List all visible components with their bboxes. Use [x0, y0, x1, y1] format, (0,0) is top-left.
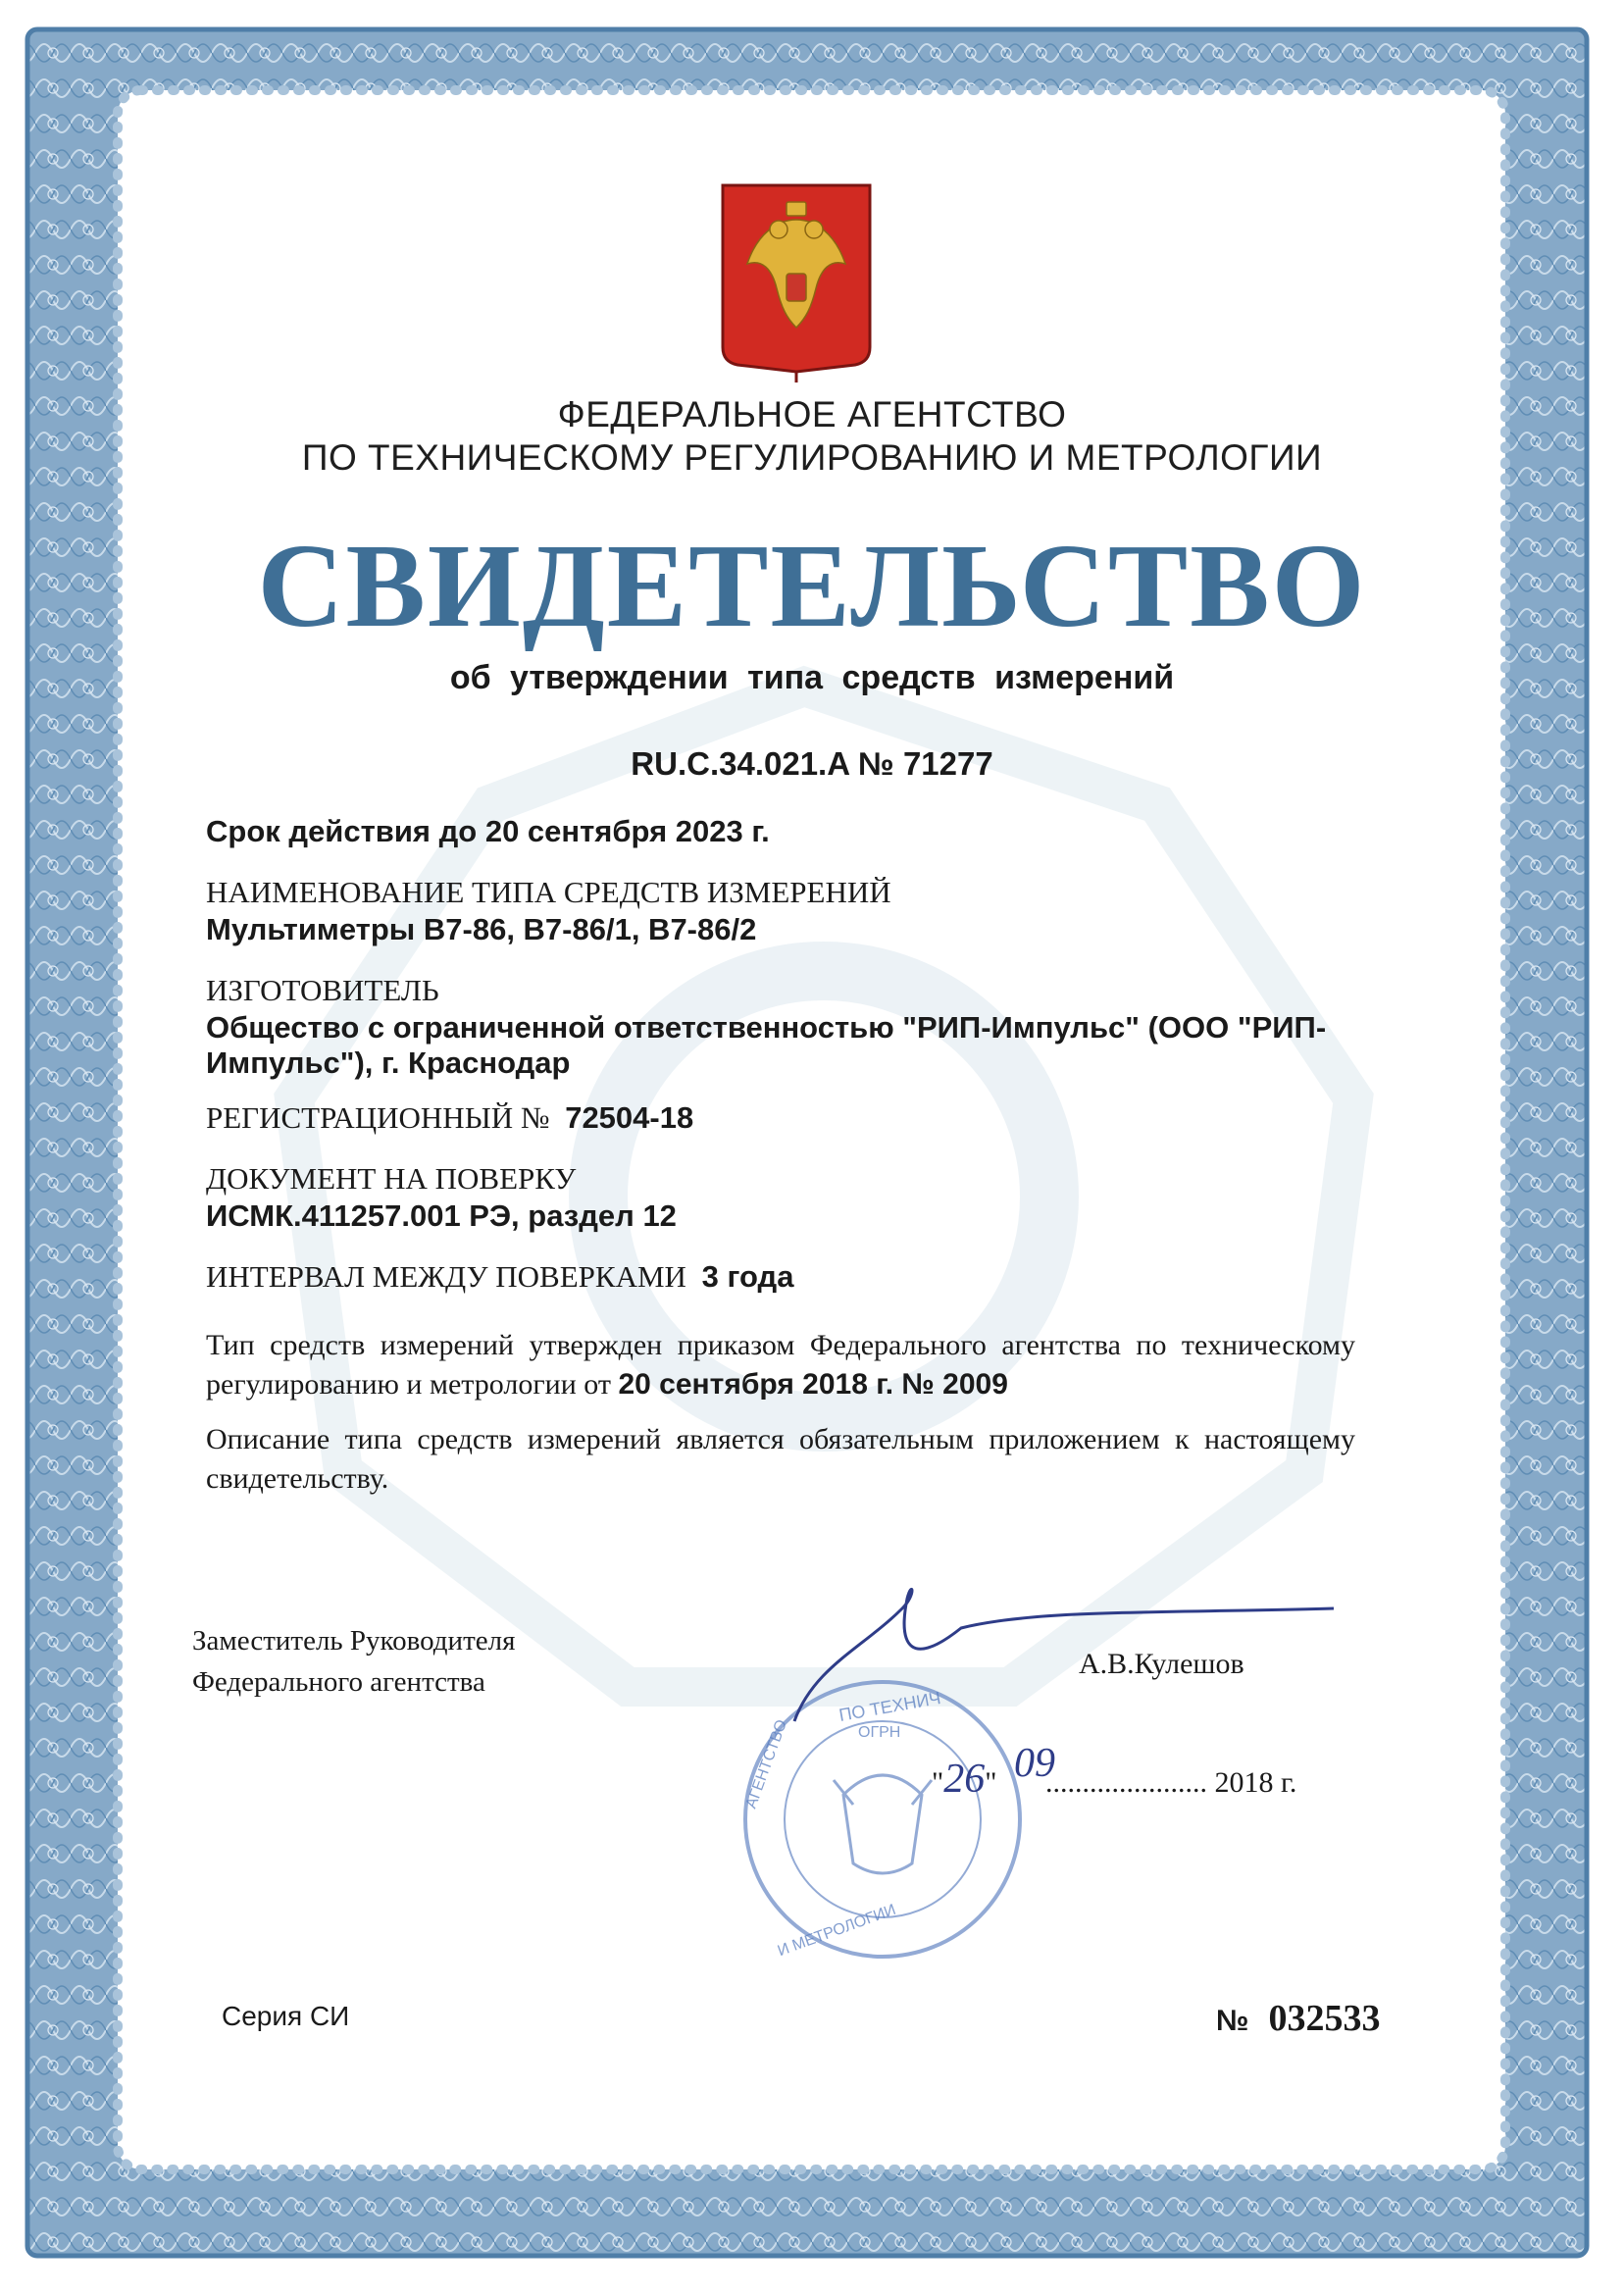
registration-label: РЕГИСТРАЦИОННЫЙ № [206, 1100, 550, 1135]
agency-line-1: ФЕДЕРАЛЬНОЕ АГЕНТСТВО [557, 394, 1067, 434]
date-dots: ...................... [1045, 1766, 1207, 1799]
signatory-position [192, 1620, 515, 1703]
type-label: НАИМЕНОВАНИЕ ТИПА СРЕДСТВ ИЗМЕРЕНИЙ [206, 875, 891, 909]
date-day: 26 [943, 1757, 986, 1802]
stamp-text-top: ПО ТЕХНИЧ [837, 1688, 942, 1725]
registration-value: 72504-18 [565, 1100, 694, 1135]
manufacturer-value-line-1: Общество с ограниченной ответственностью "РИП-Импульс" (ООО "РИП- [206, 1010, 1327, 1045]
type-value: Мультиметры В7-86, В7-86/1, В7-86/2 [206, 912, 757, 946]
interval-label: ИНТЕРВАЛ МЕЖДУ ПОВЕРКАМИ [206, 1259, 686, 1294]
agency-line-2: ПО ТЕХНИЧЕСКОМУ РЕГУЛИРОВАНИЮ И МЕТРОЛОГИИ [301, 437, 1323, 478]
signatory-name: А.В.Кулешов [1079, 1648, 1244, 1680]
certificate-number: RU.C.34.021.A № 71277 [631, 745, 993, 782]
date-year: 2018 г. [1214, 1766, 1297, 1799]
stamp-text-left: АГЕНТСТВО [742, 1717, 791, 1811]
certificate-title: СВИДЕТЕЛЬСТВО [257, 520, 1367, 652]
form-number-label: № [1216, 2005, 1249, 2037]
position-line-1: Заместитель Руководителя [192, 1625, 516, 1657]
form-number [1216, 1997, 1380, 2040]
registration-row [206, 1100, 693, 1136]
manufacturer-label: ИЗГОТОВИТЕЛЬ [206, 973, 439, 1007]
stamp-text-mid: ОГРН [858, 1724, 901, 1741]
order-value: 20 сентября 2018 г. № 2009 [618, 1368, 1008, 1401]
certificate-subtitle: об утверждении типа средств измерений [449, 659, 1175, 696]
order-text: Тип средств измерений утвержден приказом Федерального агентства по техническому регулированию и метрологии от [206, 1329, 1355, 1401]
manufacturer-value-line-2: Импульс"), г. Краснодар [206, 1045, 571, 1080]
description-paragraph: Описание типа средств измерений является обязательным приложением к настоящему свидетельству. [206, 1423, 1355, 1495]
verification-doc-label: ДОКУМЕНТ НА ПОВЕРКУ [206, 1161, 577, 1196]
russian-coat-of-arms-icon [718, 180, 875, 386]
date-month: 09 [1014, 1741, 1055, 1786]
validity-date: Срок действия до 20 сентября 2023 г. [206, 814, 770, 848]
interval-row [206, 1259, 793, 1295]
date-close-quote: " [985, 1766, 997, 1799]
stamp-text-bottom: И МЕТРОЛОГИИ [775, 1901, 898, 1961]
order-paragraph [206, 1326, 1355, 1404]
signature-date [932, 1741, 1297, 1803]
form-number-value: 032533 [1268, 1998, 1381, 2039]
verification-doc-value: ИСМК.411257.001 РЭ, раздел 12 [206, 1198, 677, 1233]
date-open-quote: " [932, 1766, 944, 1799]
series-label: Серия СИ [222, 2001, 350, 2031]
interval-value: 3 года [701, 1259, 794, 1294]
position-line-2: Федерального агентства [192, 1666, 485, 1698]
